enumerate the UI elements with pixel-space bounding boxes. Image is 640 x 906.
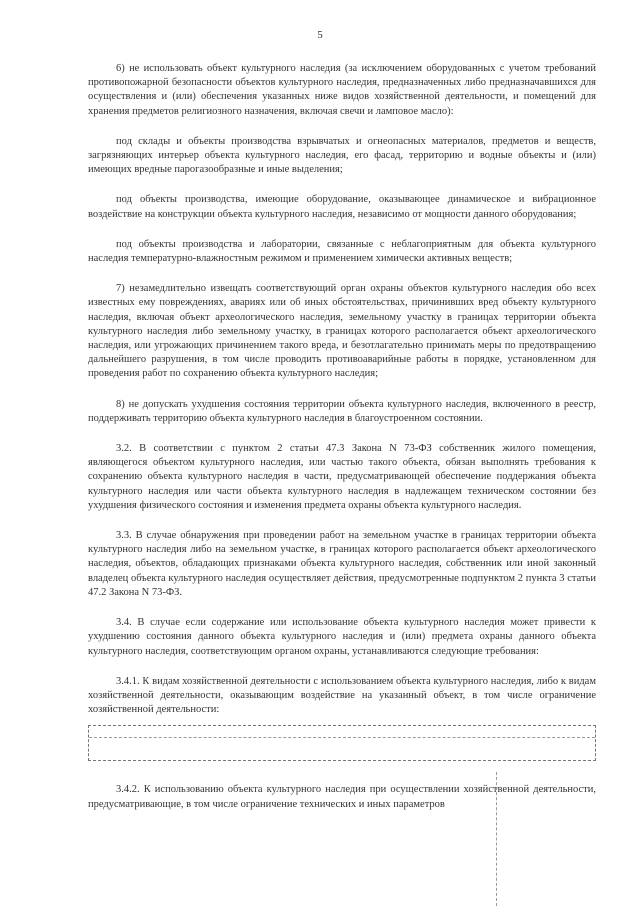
paragraph-3-4: 3.4. В случае если содержание или использование объекта культурного наследия может привести к ухудшению состояния данного объекта культурного наследия и (или) предмета охраны данного объекта культурного наследия, соответствующим органом охраны, устанавливаются следующие требования: [88,617,596,657]
dashed-vertical-line [496,772,497,906]
page-number: 5 [317,29,323,41]
paragraph-production-equipment: под объекты производства, имеющие оборудование, оказывающее динамическое и вибрационное воздействие на конструкции объекта культурного наследия, независимо от мощности данного оборудования; [88,194,596,220]
paragraph-7: 7) незамедлительно извещать соответствующий орган охраны объектов культурного наследия обо всех известных ему повреждениях, авариях или об иных обстоятельствах, причинивших вред объекту культурного наследия, включая объект археологического наследия, земельному участку в границах территории объекта культурного наследия либо земельному участку, в границах которого располагается объект археологического наследия, или угрожающих причинением такого вреда, и безотлагательно принимать меры по предотвращению дальнейшего разрушения, в том числе проводить противоаварийные работы в порядке, установленном для проведения работ по сохранению объекта культурного наследия; [88,283,596,380]
paragraph-laboratories: под объекты производства и лаборатории, связанные с неблагоприятным для объекта культурного наследия температурно-влажностным режимом и применением химически активных веществ; [88,238,596,265]
empty-table-box [88,725,596,761]
paragraph-3-4-2: 3.4.2. К использованию объекта культурного наследия при осуществлении хозяйственной деятельности, предусматривающие, в том числе ограничение технических и иных параметров [88,784,596,810]
paragraph-8: 8) не допускать ухудшения состояния территории объекта культурного наследия, включенного в реестр, поддерживать территорию объекта культурного наследия в благоустроенном состоянии. [88,398,596,424]
paragraph-3-3: 3.3. В случае обнаружения при проведении работ на земельном участке в границах территории объекта культурного наследия либо на земельном участке, в границах которого располагается объект археологического наследия, объектов, обладающих признаками объекта культурного наследия, собственник или иной законный владелец объекта культурного наследия осуществляет действия, предусмотренные подпунктом 2 пункта 3 статьи 47.2 Закона N 73-ФЗ. [88,530,596,598]
document-body [88,62,596,828]
paragraph-3-4-1: 3.4.1. К видам хозяйственной деятельности с использованием объекта культурного наследия, либо к видам хозяйственной деятельности, оказывающим воздействие на указанный объект, в том числе ограничение хозяйственной деятельности: [88,675,596,716]
paragraph-6: 6) не использовать объект культурного наследия (за исключением оборудованных с учетом требований противопожарной безопасности объектов культурного наследия, предназначенных либо предназначавшихся для осуществления и (или) обеспечения указанных ниже видов хозяйственной деятельности, и помещений для хранения предметов религиозного назначения, включая свечи и ламповое масло): [88,63,596,117]
paragraph-3-2: 3.2. В соответствии с пунктом 2 статьи 47.3 Закона N 73-ФЗ собственник жилого помещения, являющегося объектом культурного наследия, или частью такого объекта, обязан выполнять требования к сохранению объекта культурного наследия в части, предусматривающей обеспечение поддержания объекта культурного наследия или части объекта культурного наследия в надлежащем техническом состоянии без ухудшения физического состояния и изменения предмета охраны объекта культурного наследия. [88,443,596,511]
paragraph-warehouses: под склады и объекты производства взрывчатых и огнеопасных материалов, предметов и веществ, загрязняющих интерьер объекта культурного наследия, его фасад, территорию и водные объекты и (или) имеющих вредные парогазообразные и иные выделения; [88,135,596,176]
